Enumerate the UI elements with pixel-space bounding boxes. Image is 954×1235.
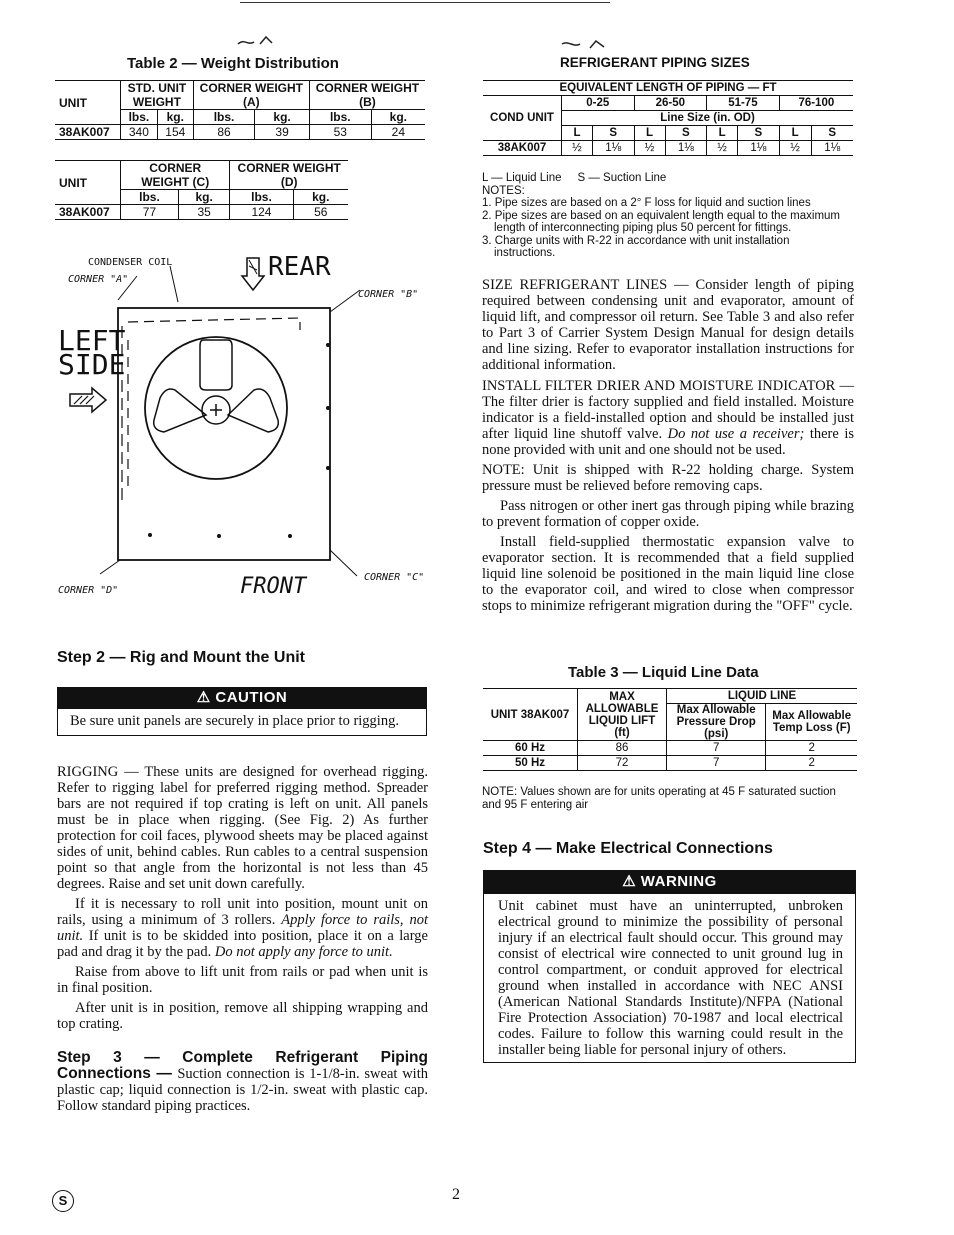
step3-section <box>57 1050 428 1114</box>
corner-a-header: CORNER WEIGHT (A) <box>193 81 309 110</box>
right-body <box>482 277 854 614</box>
table-cell: 35 <box>178 205 229 220</box>
temp-loss-header: Max Allowable Temp Loss (F) <box>766 704 857 741</box>
position-paragraph: After unit is in position, remove all shipping wrapping and top crating. <box>57 1000 428 1032</box>
unit-cell: kg. <box>157 110 193 125</box>
corner-c-header: CORNER WEIGHT (C) <box>121 161 230 190</box>
table-cell: 7 <box>667 756 766 771</box>
unit-cell: kg. <box>371 110 425 125</box>
scribble-mark <box>560 38 610 52</box>
note-item: 1. Pipe sizes are based on a 2° F loss for liquid and suction lines <box>482 197 811 209</box>
caution-box <box>57 687 427 736</box>
table-cell: 7 <box>667 741 766 756</box>
range-header: 0-25 <box>562 96 635 111</box>
table-cell: 38AK007 <box>59 125 110 139</box>
condenser-coil <box>128 318 300 330</box>
liquid-line-table <box>483 688 857 771</box>
pressure-drop-header: Max Allowable Pressure Drop (psi) <box>667 704 766 741</box>
step3-heading: Step 3 — Complete Refrigerant Piping Connections — <box>57 1049 428 1082</box>
roll-paragraph: If it is necessary to roll unit into position, mount unit on rails, using a minimum of 3 rollers. Apply force to rails, not unit. If unit is to be skidded into position, place it on a large pad and drag it by the pad. Do not apply any force to unit. <box>57 896 428 960</box>
table-cell: ½ <box>562 141 593 156</box>
piping-title: REFRIGERANT PIPING SIZES <box>560 55 750 70</box>
table2-title: Table 2 — Weight Distribution <box>127 55 339 72</box>
note-paragraph: NOTE: Unit is shipped with R-22 holding charge. System pressure must be relieved before removing caps. <box>482 462 854 494</box>
scribble-mark <box>236 34 276 48</box>
table3-note: NOTE: Values shown are for units operating at 45 F saturated suction and 95 F entering air <box>482 786 836 811</box>
table-cell: ½ <box>634 141 665 156</box>
table-cell: 1⅛ <box>811 141 853 156</box>
unit-cell: lbs. <box>121 190 179 205</box>
table-cell: 60 Hz <box>514 742 546 754</box>
top-rule <box>240 2 610 3</box>
corner-d-label: CORNER "D" <box>58 585 119 596</box>
unit-cell: lbs. <box>309 110 371 125</box>
ls-cell: L <box>634 126 665 141</box>
ls-cell: L <box>707 126 738 141</box>
unit-cell: kg. <box>293 190 348 205</box>
line-size-header: Line Size (in. OD) <box>562 111 854 126</box>
unit-header: UNIT <box>59 95 87 110</box>
note-item: 3. Charge units with R-22 in accordance with unit installation instructions. <box>482 234 790 259</box>
ls-cell: S <box>738 126 780 141</box>
unit-cell: kg. <box>255 110 310 125</box>
unit-cell: lbs. <box>193 110 254 125</box>
piping-legend: L — Liquid Line S — Suction Line <box>482 172 667 184</box>
fan-blades <box>154 340 279 432</box>
unit-header: UNIT 38AK007 <box>490 708 570 721</box>
table-cell: 86 <box>578 741 667 756</box>
logo-letter: S <box>58 1193 68 1208</box>
table-cell: 24 <box>371 125 425 140</box>
table-cell: 1⅛ <box>738 141 780 156</box>
table-cell: 50 Hz <box>514 757 546 769</box>
max-lift-header: MAX ALLOWABLE LIQUID LIFT (ft) <box>578 689 667 741</box>
side-label: SIDE <box>58 348 126 381</box>
table-cell: ½ <box>707 141 738 156</box>
corner-b-label: CORNER "B" <box>358 289 419 300</box>
table-cell: 340 <box>121 125 158 140</box>
caution-banner: ⚠ CAUTION <box>57 687 427 709</box>
rear-arrow-icon <box>242 258 264 290</box>
std-weight-header: STD. UNIT WEIGHT <box>121 81 194 110</box>
corner-a-label: CORNER "A" <box>68 274 129 285</box>
step3-paragraph: Step 3 — Complete Refrigerant Piping Connections — Suction connection is 1-1/8-in. sweat with plastic cap; liquid connection is 1/2-in. sweat with plastic cap. Follow standard piping practices. <box>57 1049 428 1114</box>
weight-table-bottom <box>55 160 348 220</box>
piping-notes <box>482 172 854 260</box>
table3-title: Table 3 — Liquid Line Data <box>568 664 759 681</box>
txv-paragraph: Install field-supplied thermostatic expansion valve to evaporator section. It is recommended that a field supplied liquid line solenoid be positioned in the main liquid line close to the evaporator coil, and wired to close when compressor stops to minimize refrigerant migration during the "OFF" cycle. <box>482 534 854 614</box>
page-number: 2 <box>452 1186 460 1203</box>
step4-heading: Step 4 — Make Electrical Connections <box>483 840 773 857</box>
corner-d-header: CORNER WEIGHT (D) <box>230 161 348 190</box>
range-header: 76-100 <box>779 96 853 111</box>
table-cell: 1⅛ <box>665 141 707 156</box>
raise-paragraph: Raise from above to lift unit from rails or pad when unit is in final position. <box>57 964 428 996</box>
ls-cell: L <box>779 126 811 141</box>
rigging-paragraph: RIGGING — These units are designed for overhead rigging. Refer to rigging label for preferred rigging method. Spreader bars are not required if top crating is left on unit. All panels must be in place when rigging. (See Fig. 2) As further protection for coil faces, plywood sheets may be placed against sides of unit, behind cables. Run cables to a central suspension point so that angle from the horizontal is not less than 45 degrees. Raise and set unit down carefully. <box>57 764 428 892</box>
table-cell: 2 <box>766 741 857 756</box>
size-lines-paragraph: SIZE REFRIGERANT LINES — Consider length of piping required between condensing unit and evaporator, amount of liquid lift, and compressor oil return. See Table 3 and also refer to Part 3 of Carrier System Design Manual for design details and line sizing. Refer to evaporator installation instructions for additional information. <box>482 277 854 373</box>
table-cell: 39 <box>255 125 310 140</box>
piping-table <box>483 80 853 156</box>
ls-cell: S <box>811 126 853 141</box>
unit-cell: lbs. <box>121 110 158 125</box>
notes-label: NOTES: <box>482 184 525 197</box>
table-cell: 38AK007 <box>497 142 547 154</box>
table-cell: 154 <box>157 125 193 140</box>
table-cell: 53 <box>309 125 371 140</box>
front-label: FRONT <box>240 574 307 599</box>
range-header: 26-50 <box>634 96 707 111</box>
table-cell: 56 <box>293 205 348 220</box>
warning-text: Unit cabinet must have an uninterrupted, unbroken electrical ground to minimize the possibility of personal injury if an electrical fault should occur. This ground may consist of electrical wire connected to unit ground lug in control compartment, or conduit approved for electrical ground when installed in accordance with NEC ANSI (American National Standards Institute)/NFPA (National Fire Protection Association) 70-1987 and local electrical codes. Failure to follow this warning could result in the installer being liable for personal injury of others. <box>483 894 856 1063</box>
ls-cell: L <box>562 126 593 141</box>
corner-c-label: CORNER "C" <box>364 572 425 583</box>
note-item: 2. Pipe sizes are based on an equivalent length equal to the maximum length of interconnecting piping plus 50 percent for fittings. <box>482 209 840 234</box>
unit-header: UNIT <box>59 175 87 190</box>
table-cell: 1⅛ <box>592 141 634 156</box>
weight-table-top <box>55 80 425 140</box>
table-cell: 77 <box>121 205 179 220</box>
ls-cell: S <box>592 126 634 141</box>
table-cell: ½ <box>779 141 811 156</box>
equiv-header: EQUIVALENT LENGTH OF PIPING — FT <box>483 81 853 96</box>
step2-heading: Step 2 — Rig and Mount the Unit <box>57 649 305 666</box>
left-label: LEFT <box>58 324 126 357</box>
condenser-coil-label: CONDENSER COIL <box>88 257 173 268</box>
liquid-line-header: LIQUID LINE <box>667 689 858 704</box>
step2-body <box>57 764 428 1032</box>
table-cell: 86 <box>193 125 254 140</box>
unit-cell: kg. <box>178 190 229 205</box>
cond-unit-header: COND UNIT <box>490 112 554 124</box>
ls-cell: S <box>665 126 707 141</box>
unit-cell: lbs. <box>230 190 293 205</box>
rear-label: REAR <box>268 252 331 282</box>
nitrogen-paragraph: Pass nitrogen or other inert gas through piping while brazing to prevent formation of copper oxide. <box>482 498 854 530</box>
table-cell: 38AK007 <box>59 205 110 219</box>
warning-box <box>483 870 856 1063</box>
table-cell: 124 <box>230 205 293 220</box>
caution-text: Be sure unit panels are securely in place prior to rigging. <box>57 709 427 736</box>
logo-circle <box>52 1190 74 1212</box>
unit-diagram <box>0 240 440 600</box>
range-header: 51-75 <box>707 96 780 111</box>
table-cell: 72 <box>578 756 667 771</box>
corner-b-header: CORNER WEIGHT (B) <box>309 81 425 110</box>
left-side-arrow-icon <box>70 388 106 412</box>
table-cell: 2 <box>766 756 857 771</box>
warning-banner: ⚠ WARNING <box>483 870 856 894</box>
filter-drier-paragraph: INSTALL FILTER DRIER AND MOISTURE INDICATOR — The filter drier is factory supplied and field installed. Moisture indicator is a field-installed option and should be installed just after liquid line shutoff valve. Do not use a receiver; there is none provided with unit and one should not be used. <box>482 378 854 458</box>
